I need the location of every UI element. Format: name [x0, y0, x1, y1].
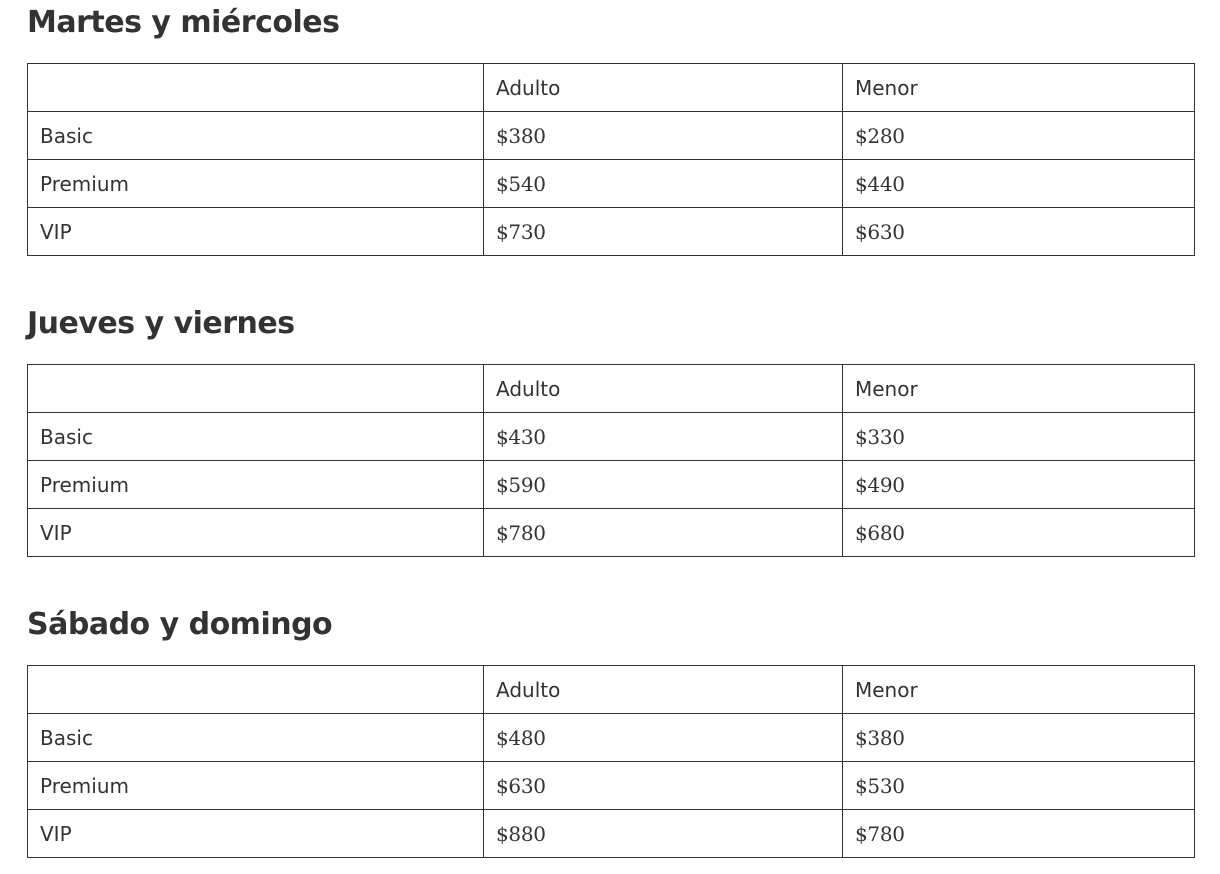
- adult-price-cell: $730: [484, 208, 843, 256]
- minor-price-cell: $280: [843, 112, 1195, 160]
- plan-name-cell: Premium: [28, 461, 484, 509]
- header-cell-adult: Adulto: [484, 64, 843, 112]
- header-cell-minor: Menor: [843, 666, 1195, 714]
- section-title: Sábado y domingo: [27, 607, 333, 642]
- price-table: [27, 63, 1195, 256]
- pricing-section-tue-wed: [27, 0, 1195, 256]
- header-cell-adult: Adulto: [484, 666, 843, 714]
- plan-name-cell: Basic: [28, 413, 484, 461]
- pricing-section-thu-fri: [27, 301, 1195, 557]
- adult-price-cell: $590: [484, 461, 843, 509]
- table-row: [28, 509, 1195, 557]
- plan-name-cell: VIP: [28, 208, 484, 256]
- minor-price-cell: $490: [843, 461, 1195, 509]
- minor-price-cell: $630: [843, 208, 1195, 256]
- section-title: Martes y miércoles: [27, 5, 340, 40]
- minor-price-cell: $330: [843, 413, 1195, 461]
- table-header-row: [28, 365, 1195, 413]
- price-table: [27, 665, 1195, 858]
- plan-name-cell: Premium: [28, 160, 484, 208]
- header-cell-minor: Menor: [843, 64, 1195, 112]
- adult-price-cell: $380: [484, 112, 843, 160]
- section-title: Jueves y viernes: [27, 306, 295, 341]
- adult-price-cell: $430: [484, 413, 843, 461]
- table-row: [28, 160, 1195, 208]
- table-row: [28, 810, 1195, 858]
- minor-price-cell: $380: [843, 714, 1195, 762]
- table-row: [28, 461, 1195, 509]
- minor-price-cell: $780: [843, 810, 1195, 858]
- minor-price-cell: $530: [843, 762, 1195, 810]
- minor-price-cell: $440: [843, 160, 1195, 208]
- adult-price-cell: $780: [484, 509, 843, 557]
- adult-price-cell: $880: [484, 810, 843, 858]
- pricing-section-sat-sun: [27, 602, 1195, 858]
- table-row: [28, 714, 1195, 762]
- plan-name-cell: Premium: [28, 762, 484, 810]
- price-table: [27, 364, 1195, 557]
- table-row: [28, 208, 1195, 256]
- plan-name-cell: Basic: [28, 714, 484, 762]
- adult-price-cell: $480: [484, 714, 843, 762]
- header-cell-empty: [28, 365, 484, 413]
- minor-price-cell: $680: [843, 509, 1195, 557]
- header-cell-minor: Menor: [843, 365, 1195, 413]
- table-header-row: [28, 666, 1195, 714]
- table-row: [28, 112, 1195, 160]
- adult-price-cell: $630: [484, 762, 843, 810]
- table-header-row: [28, 64, 1195, 112]
- adult-price-cell: $540: [484, 160, 843, 208]
- header-cell-adult: Adulto: [484, 365, 843, 413]
- plan-name-cell: VIP: [28, 509, 484, 557]
- header-cell-empty: [28, 64, 484, 112]
- table-row: [28, 762, 1195, 810]
- plan-name-cell: VIP: [28, 810, 484, 858]
- table-row: [28, 413, 1195, 461]
- header-cell-empty: [28, 666, 484, 714]
- plan-name-cell: Basic: [28, 112, 484, 160]
